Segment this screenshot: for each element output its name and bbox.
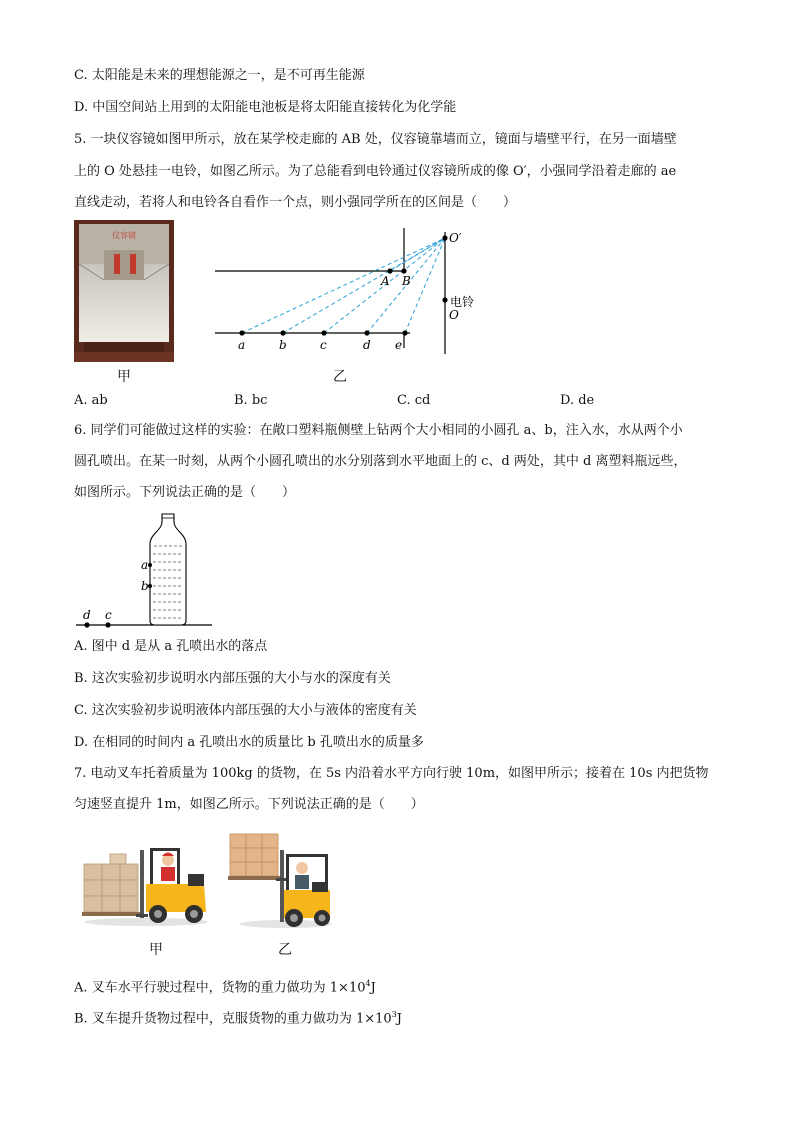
q6-stem-line3: 如图所示。下列说法正确的是（ ） (74, 485, 296, 500)
q5-option-b: B. bc (234, 393, 268, 408)
q5-stem-line3: 直线走动，若将人和电铃各自看作一个点，则小强同学所在的区间是（ ） (74, 195, 517, 210)
q7-stem-line1: 7. 电动叉车托着质量为 100kg 的货物，在 5s 内沿着水平方向行驶 10m，如图甲所示；接着在 10s 内把货物 (74, 766, 709, 781)
label-b: b (279, 338, 287, 352)
label-a-upper: A (381, 274, 390, 288)
q5-option-d: D. de (560, 393, 595, 408)
q6-option-a: A. 图中 d 是从 a 孔喷出水的落点 (74, 639, 268, 654)
point-a (387, 268, 392, 273)
label-c: c (320, 338, 327, 352)
q5-option-c: C. cd (397, 393, 431, 408)
point-o (442, 297, 447, 302)
point-c-label: c (105, 608, 112, 622)
q6-option-b: B. 这次实验初步说明水内部压强的大小与水的深度有关 (74, 671, 391, 686)
label-a: a (238, 338, 246, 352)
forklift-lifting-illustration (226, 830, 334, 930)
q7-option-a-text: A. 叉车水平行驶过程中，货物的重力做功为 1×10 (74, 980, 366, 996)
label-bell: 电铃 (450, 295, 475, 309)
q7-option-b-text: B. 叉车提升货物过程中，克服货物的重力做功为 1×10 (74, 1011, 392, 1027)
label-o-prime: O′ (449, 231, 462, 245)
q7-caption-right: 乙 (278, 942, 292, 958)
hole-a-label: a (141, 558, 149, 572)
q5-stem-line1: 5. 一块仪容镜如图甲所示，放在某学校走廊的 AB 处，仪容镜靠墙而立，镜面与墙壁平行，在另一面墙壁 (74, 132, 677, 147)
hole-b-label: b (141, 579, 149, 593)
q4-option-c: C. 太阳能是未来的理想能源之一，是不可再生能源 (74, 68, 365, 83)
point-b (401, 268, 406, 273)
bottle-diagram (74, 508, 214, 630)
q6-stem-line2: 圆孔喷出。在某一时刻，从两个小圆孔喷出的水分别落到水平地面上的 c、d 两处，其中 d 离塑料瓶远些， (74, 454, 687, 469)
q7-option-b-unit: J (396, 1011, 402, 1027)
q7-option-a (74, 975, 376, 997)
q5-option-a: A. ab (74, 393, 108, 408)
q7-option-a-exponent: 4 (365, 979, 371, 988)
q6-option-c: C. 这次实验初步说明液体内部压强的大小与液体的密度有关 (74, 703, 417, 718)
mirror-sign-text: 仪容镜 (112, 231, 136, 240)
corridor-diagram (205, 222, 505, 362)
mirror-photo (74, 220, 174, 362)
label-e: e (395, 338, 403, 352)
q4-option-d: D. 中国空间站上用到的太阳能电池板是将太阳能直接转化为化学能 (74, 100, 457, 115)
q7-option-b (74, 1006, 402, 1028)
label-d: d (363, 338, 371, 352)
q7-option-b-exponent: 3 (391, 1010, 397, 1019)
q7-stem-line2: 匀速竖直提升 1m，如图乙所示。下列说法正确的是（ ） (74, 797, 424, 812)
q7-option-a-unit: J (370, 980, 376, 996)
label-b-upper: B (402, 274, 411, 288)
point-o-prime (442, 235, 447, 240)
q5-caption-left: 甲 (117, 369, 131, 385)
point-d-label: d (83, 608, 91, 622)
q6-option-d: D. 在相同的时间内 a 孔喷出水的质量比 b 孔喷出水的质量多 (74, 735, 424, 750)
forklift-moving-illustration (80, 840, 212, 928)
label-o: O (449, 308, 459, 322)
q5-stem-line2: 上的 O 处悬挂一电铃，如图乙所示。为了总能看到电铃通过仪容镜所成的像 O′，小强同学沿着走廊的 ae (74, 164, 677, 179)
q5-caption-right: 乙 (333, 369, 347, 385)
q6-stem-line1: 6. 同学们可能做过这样的实验：在敞口塑料瓶侧壁上钻两个大小相同的小圆孔 a、b，注入水，水从两个小 (74, 423, 683, 438)
q7-caption-left: 甲 (149, 942, 163, 958)
